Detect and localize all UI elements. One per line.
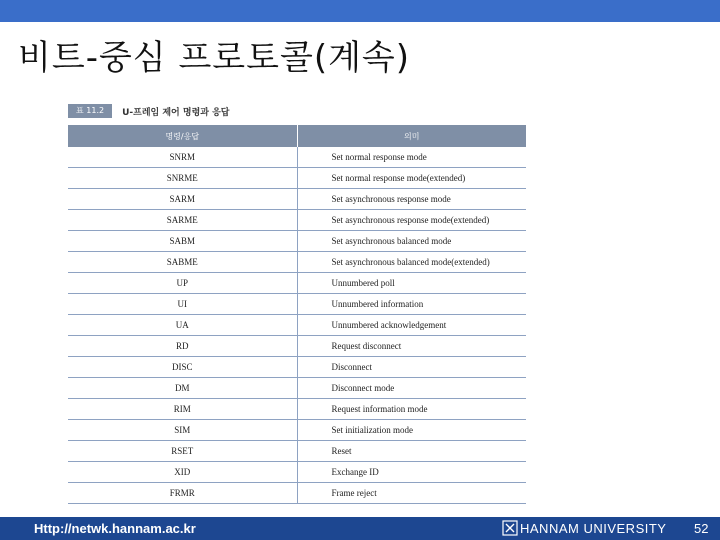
top-accent-bar	[0, 0, 720, 22]
command-cell: RSET	[68, 441, 297, 462]
table-row	[68, 273, 526, 294]
table-row	[68, 441, 526, 462]
footer-bar	[0, 517, 720, 540]
meaning-cell: Set asynchronous response mode(extended)	[297, 210, 526, 231]
meaning-cell: Unnumbered information	[297, 294, 526, 315]
table-row	[68, 168, 526, 189]
meaning-cell: Set asynchronous balanced mode(extended)	[297, 252, 526, 273]
command-cell: SIM	[68, 420, 297, 441]
meaning-cell: Set asynchronous response mode	[297, 189, 526, 210]
command-cell: SNRME	[68, 168, 297, 189]
command-cell: DM	[68, 378, 297, 399]
footer-url-link[interactable]: Http://netwk.hannam.ac.kr	[34, 521, 196, 536]
table-row	[68, 189, 526, 210]
u-frame-command-table	[68, 125, 526, 504]
meaning-cell: Frame reject	[297, 483, 526, 504]
table-caption	[68, 102, 526, 120]
command-cell: DISC	[68, 357, 297, 378]
table-row	[68, 210, 526, 231]
command-cell: UP	[68, 273, 297, 294]
table-row	[68, 378, 526, 399]
column-header-meaning: 의미	[297, 125, 526, 147]
meaning-cell: Set initialization mode	[297, 420, 526, 441]
meaning-cell: Unnumbered acknowledgement	[297, 315, 526, 336]
table-title: U-프레임 제어 명령과 응답	[122, 107, 230, 118]
command-cell: SABM	[68, 231, 297, 252]
table-row	[68, 420, 526, 441]
column-header-command: 명령/응답	[68, 125, 297, 147]
university-emblem-icon	[502, 520, 518, 536]
command-cell: SARME	[68, 210, 297, 231]
table-row	[68, 336, 526, 357]
table-row	[68, 483, 526, 504]
command-cell: SARM	[68, 189, 297, 210]
meaning-cell: Set normal response mode(extended)	[297, 168, 526, 189]
meaning-cell: Disconnect	[297, 357, 526, 378]
command-cell: FRMR	[68, 483, 297, 504]
meaning-cell: Unnumbered poll	[297, 273, 526, 294]
table-row	[68, 252, 526, 273]
university-name: HANNAM UNIVERSITY	[520, 521, 667, 536]
meaning-cell: Disconnect mode	[297, 378, 526, 399]
meaning-cell: Set normal response mode	[297, 147, 526, 168]
table-number-badge: 표 11.2	[68, 104, 112, 118]
command-cell: RIM	[68, 399, 297, 420]
table-row	[68, 147, 526, 168]
command-cell: SABME	[68, 252, 297, 273]
table-row	[68, 462, 526, 483]
table-body	[68, 147, 526, 504]
table-row	[68, 399, 526, 420]
meaning-cell: Request information mode	[297, 399, 526, 420]
meaning-cell: Request disconnect	[297, 336, 526, 357]
page-number: 52	[694, 521, 709, 536]
command-cell: XID	[68, 462, 297, 483]
table-header-row	[68, 125, 526, 147]
table-row	[68, 231, 526, 252]
table-row	[68, 315, 526, 336]
slide-title: 비트-중심 프로토콜(계속)	[18, 38, 411, 78]
meaning-cell: Exchange ID	[297, 462, 526, 483]
table-row	[68, 294, 526, 315]
meaning-cell: Reset	[297, 441, 526, 462]
command-cell: UA	[68, 315, 297, 336]
command-cell: SNRM	[68, 147, 297, 168]
meaning-cell: Set asynchronous balanced mode	[297, 231, 526, 252]
command-cell: RD	[68, 336, 297, 357]
table-row	[68, 357, 526, 378]
command-cell: UI	[68, 294, 297, 315]
table-figure	[68, 102, 526, 504]
